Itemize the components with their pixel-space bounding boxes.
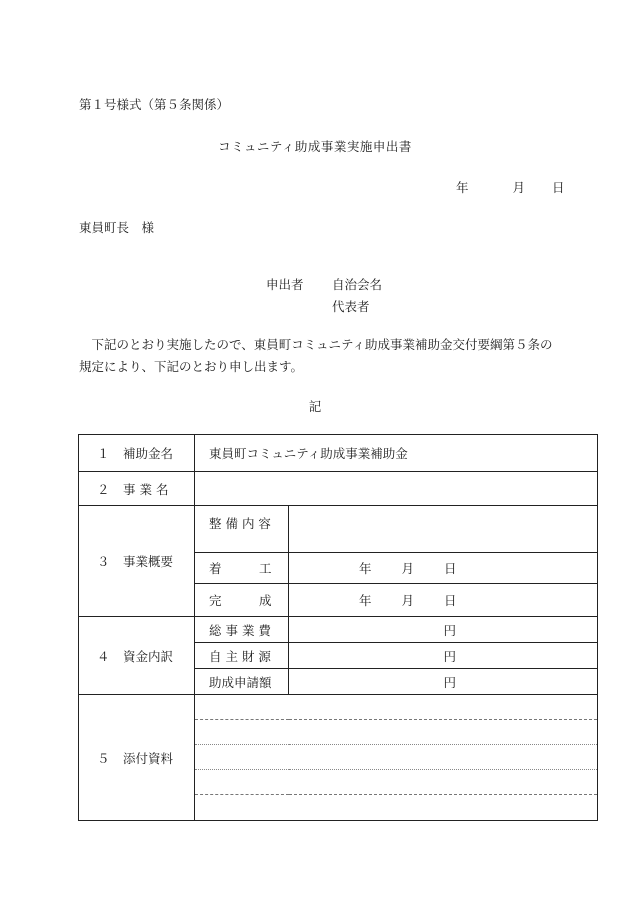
row2-number: ２ <box>97 481 110 497</box>
row3-header <box>79 506 195 617</box>
row4-number: ４ <box>97 648 110 664</box>
total-cost-field[interactable] <box>289 617 598 643</box>
document-title: コミュニティ助成事業実施申出書 <box>218 139 412 154</box>
table-row <box>79 617 598 643</box>
row4-label: 資金内訳 <box>123 648 174 664</box>
row1-number: １ <box>97 446 110 461</box>
attachment-line-5[interactable] <box>195 795 598 821</box>
table-row <box>79 695 598 720</box>
ki-heading: 記 <box>308 399 322 414</box>
finish-month: 月 <box>401 593 415 608</box>
date-line <box>456 178 565 196</box>
row1-header <box>79 435 195 472</box>
start-day: 日 <box>444 561 457 576</box>
table-row <box>79 435 598 472</box>
finish-date-field[interactable] <box>289 584 598 617</box>
table-row <box>79 472 598 506</box>
grant-name-value: 東員町コミュニティ助成事業補助金 <box>195 435 598 472</box>
table-row <box>79 506 598 553</box>
date-year: 年 <box>456 180 469 195</box>
association-name-label: 自治会名 <box>332 277 383 292</box>
row1-label: 補助金名 <box>123 446 174 461</box>
own-funds-field[interactable] <box>289 643 598 669</box>
addressee: 東員町長 様 <box>79 220 155 235</box>
row2-header <box>79 472 195 506</box>
finish-label: 完 成 <box>195 584 289 617</box>
total-cost-label: 総 事 業 費 <box>195 617 289 643</box>
start-year: 年 <box>359 561 372 576</box>
start-date-field[interactable] <box>289 553 598 584</box>
application-table <box>78 434 598 821</box>
date-day: 日 <box>552 180 565 195</box>
attachment-line-1[interactable] <box>195 695 598 720</box>
representative-label: 代表者 <box>332 299 370 314</box>
finish-day: 日 <box>444 593 457 608</box>
start-label: 着 工 <box>195 553 289 584</box>
own-funds-yen: 円 <box>443 648 457 664</box>
row5-number: ５ <box>97 750 110 766</box>
attachment-line-3[interactable] <box>195 745 598 770</box>
attachment-line-2[interactable] <box>195 720 598 745</box>
body-text: 下記のとおり実施したので、東員町コミュニティ助成事業補助金交付要綱第５条の規定により、下記のとおり申し出ます。 <box>79 337 553 374</box>
content-label: 整 備 内 容 <box>195 506 289 553</box>
row5-header <box>79 695 195 821</box>
row3-label: 事業概要 <box>123 554 174 569</box>
form-number: 第１号様式（第５条関係） <box>79 97 230 112</box>
row4-header <box>79 617 195 695</box>
project-name-field[interactable] <box>195 472 598 506</box>
grant-request-field[interactable] <box>289 669 598 695</box>
attachment-line-4[interactable] <box>195 770 598 795</box>
content-field[interactable] <box>289 506 598 553</box>
applicant-label: 申出者 <box>266 277 304 292</box>
row5-label: 添付資料 <box>123 750 174 766</box>
grant-request-label: 助成申請額 <box>195 669 289 695</box>
row2-label: 事 業 名 <box>123 481 169 497</box>
row3-number: ３ <box>97 554 110 569</box>
start-month: 月 <box>401 561 415 576</box>
grant-request-yen: 円 <box>443 674 457 690</box>
finish-year: 年 <box>359 593 372 608</box>
date-month: 月 <box>512 180 526 195</box>
total-cost-yen: 円 <box>443 622 457 638</box>
own-funds-label: 自 主 財 源 <box>195 643 289 669</box>
